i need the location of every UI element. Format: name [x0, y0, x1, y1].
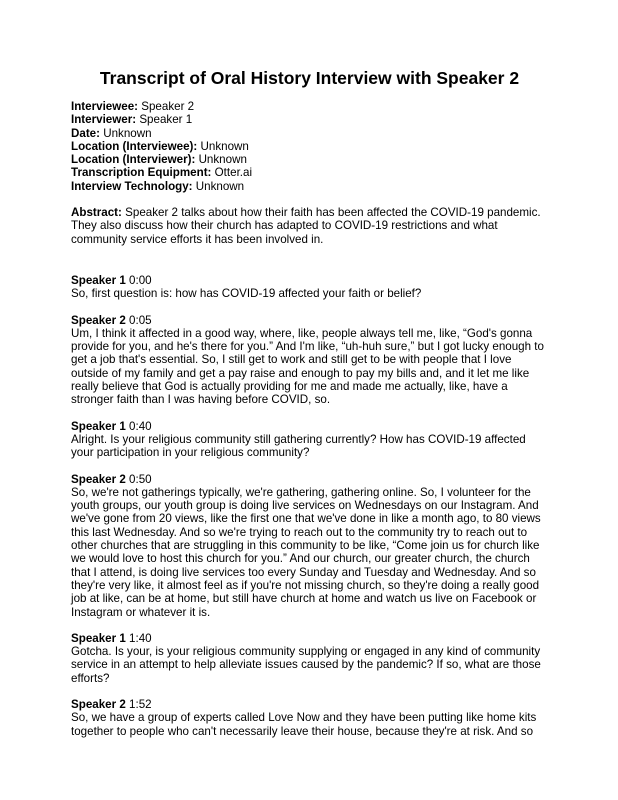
- abstract: [71, 206, 548, 246]
- transcript-entry: [71, 274, 548, 301]
- speaker-name: Speaker 2: [71, 697, 126, 711]
- page-title: Transcript of Oral History Interview with Speaker 2: [99, 68, 520, 88]
- timestamp: 0:40: [129, 419, 152, 433]
- entry-header: [71, 274, 548, 287]
- speech-text: Alright. Is your religious community still gathering currently? How has COVID-19 affected your participation in your religious community?: [71, 432, 526, 460]
- metadata-row: [71, 100, 548, 113]
- speaker-name: Speaker 1: [71, 631, 126, 645]
- metadata-block: [71, 100, 548, 193]
- metadata-row: [71, 153, 548, 166]
- metadata-row: [71, 180, 548, 193]
- speaker-name: Speaker 2: [71, 472, 126, 486]
- transcript-entry: [71, 314, 548, 407]
- metadata-label: Interview Technology:: [71, 179, 193, 193]
- entry-header: [71, 698, 548, 711]
- metadata-value: Unknown: [200, 139, 249, 153]
- speech-text: Um, I think it affected in a good way, where, like, people always tell me, like, “God's gonna provide for you, and he's there for you.” And I'm like, “uh-huh sure,” but I got lucky enough to get a job that's essential. So, I still get to work and still get to be with people that I love outside of my family and get a pay raise and enough to pay my bills and, and it let me like really believe that God is actually providing for me and made me actually, like, have a stronger faith than I was having before COVID, so.: [71, 326, 544, 407]
- metadata-row: [71, 113, 548, 126]
- metadata-label: Location (Interviewee):: [71, 139, 198, 153]
- transcript-entry: [71, 632, 548, 685]
- abstract-label: Abstract:: [71, 206, 122, 220]
- speech-text: So, we're not gatherings typically, we're gathering, gathering online. So, I volunteer for the youth groups, our youth group is doing live services on Wednesdays on our Instagram. And we've gone from 20 views, like the first one that we've done in like a month ago, to 80 views this last Wednesday. And so we're trying to reach out to the community try to reach out to other churches that are struggling in this community to be like, “Come join us for church like we would love to host this church for you.” And our church, our greater church, the church that I attend, is doing live services too every Sunday and Tuesday and Wednesday. And so they're very like, it almost feel as if you're not missing church, so they're doing a really good job at like, can be at home, but still have church at home and watch us live on Facebook or Instagram or whatever it is.: [71, 485, 541, 619]
- entry-header: [71, 314, 548, 327]
- metadata-label: Interviewee:: [71, 100, 139, 113]
- transcript: [71, 274, 548, 738]
- metadata-value: Otter.ai: [214, 166, 253, 180]
- entry-header: [71, 420, 548, 433]
- timestamp: 1:52: [129, 697, 152, 711]
- transcript-entry: [71, 698, 548, 738]
- transcript-entry: [71, 420, 548, 460]
- entry-header: [71, 473, 548, 486]
- timestamp: 0:00: [129, 273, 152, 287]
- metadata-value: Speaker 2: [141, 100, 195, 113]
- abstract-text: Speaker 2 talks about how their faith has been affected the COVID-19 pandemic. They also discuss how their church has adapted to COVID-19 restrictions and what community service efforts it has been involved in.: [71, 206, 541, 246]
- metadata-row: [71, 166, 548, 179]
- metadata-label: Location (Interviewer):: [71, 153, 196, 167]
- metadata-row: [71, 127, 548, 140]
- metadata-value: Speaker 1: [139, 113, 193, 127]
- timestamp: 1:40: [129, 631, 152, 645]
- timestamp: 0:50: [129, 472, 152, 486]
- metadata-row: [71, 140, 548, 153]
- speech-text: So, first question is: how has COVID-19 affected your faith or belief?: [71, 287, 422, 301]
- entry-header: [71, 632, 548, 645]
- metadata-value: Unknown: [198, 153, 247, 167]
- metadata-value: Unknown: [195, 179, 245, 193]
- speaker-name: Speaker 2: [71, 313, 126, 327]
- speech-text: Gotcha. Is your, is your religious community supplying or engaged in any kind of community service in an attempt to help alleviate issues caused by the pandemic? If so, what are those efforts?: [71, 645, 541, 685]
- speaker-name: Speaker 1: [71, 419, 126, 433]
- metadata-label: Date:: [71, 126, 100, 140]
- speaker-name: Speaker 1: [71, 273, 126, 287]
- metadata-value: Unknown: [103, 126, 152, 140]
- metadata-label: Transcription Equipment:: [71, 166, 212, 180]
- metadata-label: Interviewer:: [71, 113, 137, 127]
- timestamp: 0:05: [129, 313, 152, 327]
- speech-text: So, we have a group of experts called Love Now and they have been putting like home kits together to people who can't necessarily leave their house, because they're at risk. And so: [71, 711, 537, 738]
- transcript-entry: [71, 473, 548, 619]
